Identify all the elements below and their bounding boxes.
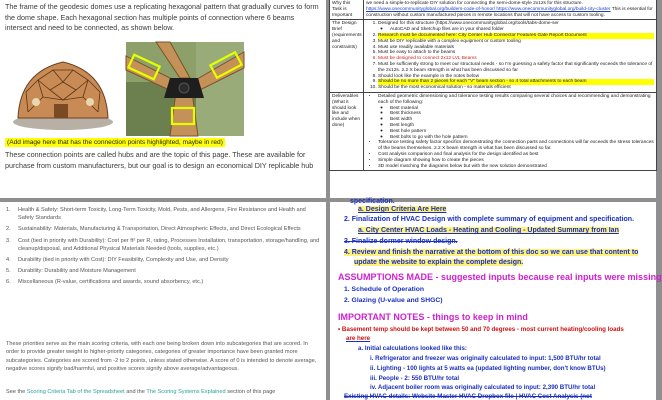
list-item: iv. Adjacent boiler room was originally calculated to input: 2,390 BTU/hr total [370,384,596,391]
list-item: specification. [350,198,395,205]
list-item: 2. Sustainability: Materials, Manufacturing & Transportation, Direct Atmospheric Effects, and Direct Ecological Effects [6,226,301,233]
priority-list [6,206,321,290]
list-item: 6. Miscellaneous (R-value, certifications and awards, sound absorbency, etc.) [6,279,204,286]
hubs-paragraph: These connection points are called hubs and are the topic of this page. These are available for purchase from custom manufacturers, but our goal is to design an economical DIY replicable hub [5,150,314,170]
geodesic-dome-image [8,52,118,132]
list-item: 10. Should be the most economical solution - so materials efficient [378,85,654,91]
list-item: 2. Glazing (U-value and SHGC) [344,297,443,304]
list-item: 5. Durability: Durability and Moisture Management [6,268,136,275]
list-item: 3. Finalize dormer window design. [344,238,458,245]
why-link[interactable]: https://www.onecommunityglobal.org/builders-code-of-honor/ https://www.onecommunityglobal.org/build-city-cluster [366,6,611,12]
image-caption-highlight: (Add image here that has the connection points highlighted, maybe in red) [7,139,223,146]
assumptions-heading: ASSUMPTIONS MADE - suggested inputs because real inputs were missing [338,272,662,282]
table-row [330,92,657,170]
list-item: 4. Durability (tied in priority with Cost): DIY Feasibility, Complexity and Use, and Density [6,257,229,264]
see-also-paragraph: See the Scoring Criteria Tab of the Spreadsheet and the The Scoring Systems Explained section of this page [6,389,276,395]
scoring-paragraph: These priorities serve as the main scoring criteria, with each one being broken down into subcategories that are scored. In order to provide greater weight to higher-priority categories, categories of greater importance have been granted more subcategories. Categories are scored from -2 to 2 points, unless stated otherwise. A score of 0 is intended to denote average, negative scores signify bad/harmful, and positive scores signify above average/advantageous. [6,341,317,373]
list-item: ◦ Best length [390,123,654,129]
list-item: • Basement temp should be kept between 50 and 70 degrees - most current heating/cooling loads [338,326,624,333]
list-item: ◦ Best material [390,106,654,112]
list-item[interactable]: 2. Research must be documented here: City Center Hub Connector Features Gate Report Document [378,33,654,39]
list-item: 6. Must be designed to connect 2x12 LVL Beams [378,56,654,62]
list-item: ii. Lighting - 100 lights at 5 watts ea (updated lighting number, don't know BTUs) [370,365,606,372]
list-item: 4. Must use readily available materials [378,45,654,51]
scoring-criteria-link[interactable]: Scoring Criteria Tab of the Spreadsheet [26,389,125,395]
deliverables-cell [364,92,657,170]
list-item: • 3D model matching the diagrams below but with the new solution demonstrated [378,164,654,170]
list-item: 1. Schedule of Operation [344,286,425,293]
why-label: Why this Task is Important [330,0,364,20]
list-item: i. Refrigerator and freezer was originally calculated to input: 1,500 BTU/hr total [370,355,601,362]
hub-connector-photo [126,42,244,136]
why-text-1: we need a simple-to-replicate DIY solution for connecting the semi-dome-style 2x12s for this structure. [366,1,583,6]
list-item: • Simple diagram showing how to create the pieces [378,158,654,164]
design-criteria-link[interactable]: a. Design Criteria Are Here [358,206,447,213]
list-item: 3. Must be DIY replicable with a complex equipment or custom tooling [378,39,654,45]
why-cell [364,0,657,20]
panel-scoring-criteria [0,202,326,400]
deliverables-label: Deliverables (What it should look like and include when done) [330,92,364,170]
hvac-loads-link[interactable]: a. City Center HVAC Loads - Heating and Cooling - Updated Summary from Ian [358,227,619,234]
list-item: 1. Health & Safety: Short-term Toxicity, Long-Term Toxicity, Mold, Pests, and Allergens, Fire Resistance and Health and Safety Standards [6,207,306,222]
design-brief-table [329,0,657,171]
loads-link[interactable]: are here [346,335,371,342]
list-item: 9. Should be no more than 2 pieces for each "V" beam section - so 4 total attachments to each beam [378,79,654,85]
list-item: 4. Review and finish the narrative at the bottom of this doc so we can use that content to [344,249,639,256]
list-item: update the website to explain the complete design. [354,259,524,266]
list-item: 7. Must be sufficiently strong to meet our structural needs - so I'm guessing a safety factor that significantly exceeds the tolerance of the 2x12s. 2.2 X beam strength is what has been discussed so far [378,62,654,74]
panel-hvac-notes [330,198,662,400]
table-row [330,0,657,20]
notes-heading: IMPORTANT NOTES - things to keep in mind [338,312,528,322]
table-row [330,20,657,93]
design-label: The Design Brief (requirements and constraints) [330,20,364,93]
list-item: 5. Must be easy to attach to the beams [378,50,654,56]
list-item: • Cost analysis comparison and final analysis for the design identified as best [378,152,654,158]
list-item: ◦ AutoCAD and Sketchup files are in your shared folder [390,27,654,33]
design-cell [364,20,657,93]
scoring-systems-link[interactable]: The Scoring Systems Explained [146,389,226,395]
list-item: ◦ Best bolts to go with the hole pattern [390,135,654,141]
list-item: 8. Should look like the example in the notes below [378,74,654,80]
list-item: ◦ Best width [390,117,654,123]
list-item: 2. Finalization of HVAC Design with complete summary of equipment and specification. [344,216,635,223]
list-item: ◦ Best thickness [390,111,654,117]
list-item: Existing HVAC details: Website Master HVAC Dropbox file | HVAC Cost Analysis (not [344,393,592,400]
list-item: a. Initial calculations looked like this: [358,345,467,352]
panel-hub-intro [0,0,326,198]
panel-task-table [330,0,656,198]
list-item: ◦ Best hole pattern [390,129,654,135]
list-item: iii. People - 2: 550 BTU/hr total [370,375,460,382]
list-item: • Detailed geometric dimensioning and tolerance testing results comparing several choices and recommending and demonstrating each of the following: ◦ Best material ◦ Best thickness ◦ Best width ◦ Best length ◦ Best hole pattern ◦ Best bolts to go with the hole pattern [378,94,654,140]
intro-paragraph: The frame of the geodesic domes use a replicating hexagonal pattern that gradually curves to form the dome shape. Each hexagonal section has multiple points of connection where 6 beams intersect and need to be connected, as shown below. [5,2,319,33]
list-item: 3. Cost (tied in priority with Durability): Cost per ft² per R, rating, Processes Installation, transportation, storage/handling, and cleanup/disposal, and Additional Physical Materials Needed (tools, supplies, etc.) [6,237,320,252]
list-item: • Tolerance testing safety factor specifics demonstrating the connection parts and connections will far exceeds the stress tolerances of the beams themselves. 2.2 X beam strength is what has been discussed so far. [378,140,654,152]
list-item: 1. Designed for this structure (https://www.onecommunityglobal.org/tools/tabs-dome-ser ◦ AutoCAD and Sketchup files are in your shared folder [378,21,654,33]
why-text-2: This is essential for construction without custom manufactured pieces in remote locations that will not have access to custom tooling. [366,6,653,18]
